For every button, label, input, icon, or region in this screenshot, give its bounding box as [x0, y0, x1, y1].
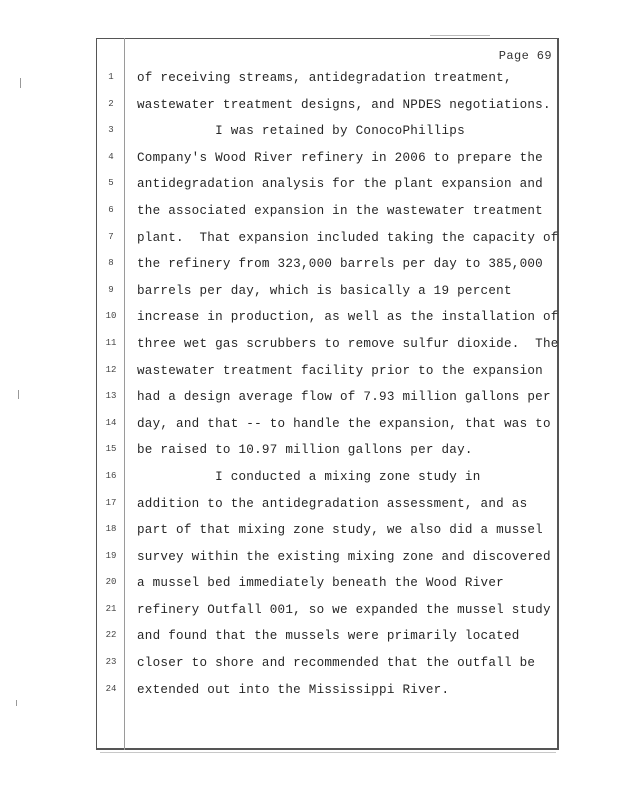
- line-number: 16: [105, 470, 117, 481]
- line-text: had a design average flow of 7.93 million gallons per: [137, 390, 551, 405]
- line-number: 17: [105, 497, 117, 508]
- transcript-line: [0, 467, 618, 494]
- line-number: 5: [108, 178, 114, 189]
- transcript-line: [0, 361, 618, 388]
- scan-artifact-bottom: [100, 752, 556, 753]
- transcript-line: [0, 174, 618, 201]
- line-number: 20: [105, 577, 117, 588]
- line-text: a mussel bed immediately beneath the Wood River: [137, 576, 504, 591]
- line-number: 22: [105, 630, 117, 641]
- transcript-line: [0, 600, 618, 627]
- line-number: 18: [105, 524, 117, 535]
- line-number: 8: [108, 258, 114, 269]
- line-number: 1: [108, 72, 114, 82]
- line-text: extended out into the Mississippi River.: [137, 682, 450, 697]
- transcript-line: [0, 626, 618, 653]
- transcript-line: [0, 68, 618, 95]
- line-number: 21: [105, 603, 117, 614]
- line-text: wastewater treatment facility prior to the expansion: [137, 363, 543, 378]
- line-text: barrels per day, which is basically a 19 percent: [137, 283, 512, 298]
- transcript-line: [0, 254, 618, 281]
- line-number: 19: [105, 550, 117, 561]
- transcript-line: [0, 95, 618, 122]
- transcript-line: [0, 334, 618, 361]
- line-text: increase in production, as well as the installation of: [137, 310, 559, 325]
- line-text: antidegradation analysis for the plant expansion and: [137, 177, 543, 192]
- page-number: Page 69: [498, 49, 552, 63]
- line-text: part of that mixing zone study, we also did a mussel: [137, 523, 543, 538]
- line-text: the associated expansion in the wastewater treatment: [137, 203, 543, 218]
- transcript-line: [0, 520, 618, 547]
- transcript-line: [0, 201, 618, 228]
- line-number: 4: [108, 151, 114, 162]
- line-text: three wet gas scrubbers to remove sulfur dioxide. The: [137, 336, 559, 351]
- line-number: 10: [105, 311, 117, 322]
- line-text: survey within the existing mixing zone and discovered: [137, 549, 551, 564]
- transcript-line: [0, 387, 618, 414]
- transcript-line: [0, 440, 618, 467]
- transcript-line: [0, 121, 618, 148]
- line-number: 24: [105, 683, 117, 694]
- line-text: addition to the antidegradation assessment, and as: [137, 496, 528, 511]
- transcript-line: [0, 148, 618, 175]
- transcript-body: [0, 68, 618, 706]
- line-text: closer to shore and recommended that the outfall be: [137, 656, 536, 671]
- line-number: 12: [105, 364, 117, 375]
- scan-artifact-top: [430, 35, 490, 36]
- line-text: and found that the mussels were primarily located: [137, 629, 520, 644]
- transcript-line: [0, 307, 618, 334]
- line-number: 14: [105, 417, 117, 428]
- line-text: the refinery from 323,000 barrels per day to 385,000: [137, 257, 543, 272]
- line-text: Company's Wood River refinery in 2006 to prepare the: [137, 150, 543, 165]
- transcript-line: [0, 573, 618, 600]
- line-text: wastewater treatment designs, and NPDES negotiations.: [137, 97, 551, 112]
- line-text: I conducted a mixing zone study in: [137, 469, 481, 484]
- line-text: plant. That expansion included taking the capacity of: [137, 230, 559, 245]
- line-number: 13: [105, 391, 117, 402]
- transcript-line: [0, 494, 618, 521]
- line-number: 9: [108, 284, 114, 295]
- transcript-line: [0, 414, 618, 441]
- line-text: day, and that -- to handle the expansion, that was to: [137, 416, 551, 431]
- line-number: 2: [108, 98, 114, 109]
- line-text: of receiving streams, antidegradation treatment,: [137, 71, 512, 85]
- line-number: 15: [105, 444, 117, 455]
- transcript-line: [0, 547, 618, 574]
- line-number: 3: [108, 125, 114, 136]
- line-text: be raised to 10.97 million gallons per day.: [137, 443, 473, 458]
- transcript-line: [0, 228, 618, 255]
- line-number: 23: [105, 657, 117, 668]
- transcript-line: [0, 680, 618, 707]
- transcript-line: [0, 281, 618, 308]
- line-number: 7: [108, 231, 114, 242]
- line-number: 11: [105, 337, 117, 348]
- line-text: refinery Outfall 001, so we expanded the mussel study: [137, 602, 551, 617]
- transcript-line: [0, 653, 618, 680]
- line-number: 6: [108, 204, 114, 215]
- line-text: I was retained by ConocoPhillips: [137, 124, 465, 139]
